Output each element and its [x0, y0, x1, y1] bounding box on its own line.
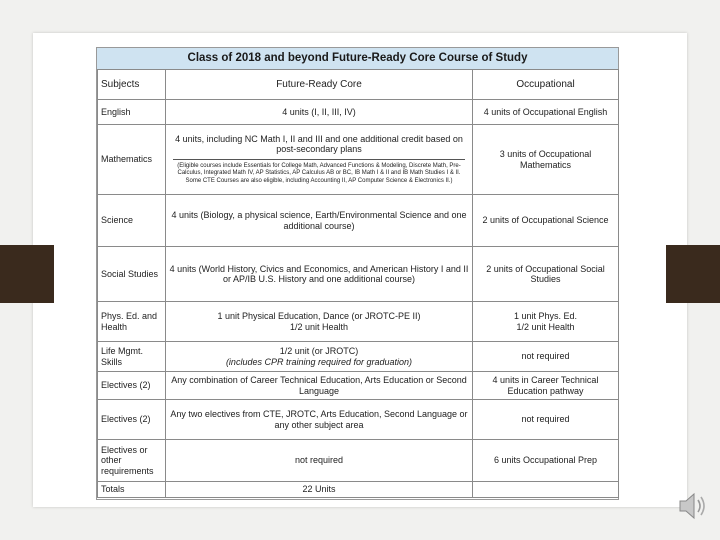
- subject-cell: Phys. Ed. and Health: [98, 302, 166, 342]
- core-cell: 4 units (I, II, III, IV): [166, 100, 473, 125]
- core-text: 4 units, including NC Math I, II and III and one additional credit based on post-secondary plans: [175, 133, 463, 155]
- subject-cell: Electives (2): [98, 372, 166, 400]
- table-row: [98, 440, 619, 482]
- occupational-cell: 4 units of Occupational English: [473, 100, 619, 125]
- subject-cell: Social Studies: [98, 247, 166, 302]
- occupational-cell: 3 units of Occupational Mathematics: [473, 125, 619, 195]
- header-subjects: Subjects: [98, 70, 166, 100]
- occupational-cell: not required: [473, 342, 619, 372]
- occupational-cell: not required: [473, 400, 619, 440]
- occupational-cell: 2 units of Occupational Social Studies: [473, 247, 619, 302]
- core-cell: 22 Units: [166, 482, 473, 498]
- core-cell: Any two electives from CTE, JROTC, Arts Education, Second Language or any other subject area: [166, 400, 473, 440]
- core-note: (Eligible courses include Essentials for College Math, Advanced Functions & Modeling, Discrete Math, Pre-Calculus, Integrated Math IV, AP Statistics, AP Calculus AB or BC, IB Math I & II and IB Math Studies I & II. Some CTE Courses are also eligible, including Accounting II, AP Computer Science & Electronics II.): [177, 162, 461, 184]
- core-cell: not required: [166, 440, 473, 482]
- core-cell: 4 units (Biology, a physical science, Earth/Environmental Science and one additional course): [166, 195, 473, 247]
- document-title: Class of 2018 and beyond Future-Ready Core Course of Study: [97, 48, 618, 69]
- course-of-study-document: [96, 47, 619, 500]
- table-row: [98, 195, 619, 247]
- table-row: [98, 100, 619, 125]
- speaker-icon[interactable]: [676, 486, 712, 526]
- occupational-cell: 6 units Occupational Prep: [473, 440, 619, 482]
- table-header-row: [98, 70, 619, 100]
- core-cell: [166, 342, 473, 372]
- core-text: 1/2 unit (or JROTC): [279, 346, 359, 357]
- core-cell: [166, 125, 473, 195]
- core-cell: [166, 302, 473, 342]
- occupational-cell: [473, 482, 619, 498]
- core-cell: 4 units (World History, Civics and Economics, and American History I and II or AP/IB U.S. History and one additional course): [166, 247, 473, 302]
- divider: [173, 159, 465, 160]
- table-row: [98, 302, 619, 342]
- occupational-text: 1 unit Phys. Ed.: [513, 311, 578, 322]
- subject-cell: Mathematics: [98, 125, 166, 195]
- subject-cell: Life Mgmt. Skills: [98, 342, 166, 372]
- core-text-line2: 1/2 unit Health: [289, 321, 349, 332]
- occupational-text-line2: 1/2 unit Health: [516, 321, 575, 332]
- subject-cell: Electives (2): [98, 400, 166, 440]
- table-row: [98, 400, 619, 440]
- table-row: [98, 482, 619, 498]
- left-decor-tab: [0, 245, 54, 303]
- header-occupational: Occupational: [473, 70, 619, 100]
- header-future-ready-core: Future-Ready Core: [166, 70, 473, 100]
- subject-cell: English: [98, 100, 166, 125]
- core-text: 1 unit Physical Education, Dance (or JROTC-PE II): [217, 311, 421, 322]
- right-decor-tab: [666, 245, 720, 303]
- table-row: [98, 125, 619, 195]
- core-cell: Any combination of Career Technical Education, Arts Education or Second Language: [166, 372, 473, 400]
- course-table: [97, 69, 619, 498]
- subject-cell: Science: [98, 195, 166, 247]
- subject-cell: Totals: [98, 482, 166, 498]
- occupational-cell: [473, 302, 619, 342]
- table-row: [98, 342, 619, 372]
- occupational-cell: 4 units in Career Technical Education pathway: [473, 372, 619, 400]
- table-row: [98, 247, 619, 302]
- subject-cell: Electives or other requirements: [98, 440, 166, 482]
- occupational-cell: 2 units of Occupational Science: [473, 195, 619, 247]
- core-text-line2: (includes CPR training required for graduation): [225, 356, 413, 367]
- table-row: [98, 372, 619, 400]
